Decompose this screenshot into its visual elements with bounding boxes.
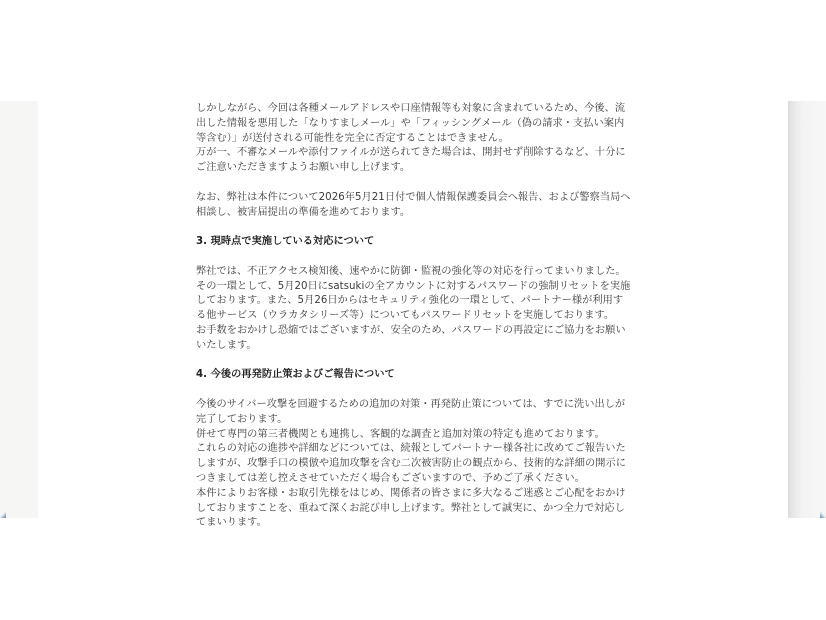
paragraph: 弊社では、不正アクセス検知後、速やかに防御・監視の強化等の対応を行ってまいりました。 — [196, 265, 626, 277]
right-corner-accent — [820, 512, 826, 518]
paragraph: しかしながら、今回は各種メールアドレスや口座情報等も対象に含まれているため、今後、流出した情報を悪用した「なりすましメール」や「フィッシングメール（偽の請求・支払い案内等含む）」が送付される可能性を完全に否定することはできません。 — [196, 103, 626, 144]
paragraph: お手数をおかけし恐縮ではございますが、安全のため、パスワードの再設定にご協力をお願いいたします。 — [196, 324, 626, 351]
section-heading-4: 4. 今後の再発防止策およびご報告について — [196, 369, 395, 381]
paragraph: 今後のサイバー攻撃を回避するための追加の対策・再発防止策については、すでに洗い出しが完了しております。 — [196, 398, 626, 425]
left-margin — [0, 101, 38, 518]
paragraph: これらの対応の進捗や詳細などについては、続報としてパートナー様各社に改めてご報告いたしますが、攻撃手口の模倣や追加攻撃を含む二次被害防止の観点から、技術的な詳細の開示につきましては差し控えさせていただく場合もございますので、予めご了承ください。 — [196, 443, 626, 484]
left-corner-accent — [0, 512, 6, 518]
paragraph: 併せて専門の第三者機関とも連携し、客観的な調査と追加対策の特定も進めております。 — [196, 428, 605, 440]
document-body — [196, 102, 632, 531]
right-margin — [788, 101, 826, 518]
paragraph: その一環として、5月20日にsatsukiの全アカウントに対するパスワードの強制リセットを実施しております。また、5月26日からはセキュリティ強化の一環として、パートナー様が利用する他サービス（ウラカタシリーズ等）についてもパスワードリセットを実施しております。 — [196, 280, 631, 322]
paragraph: なお、弊社は本件について2026年5月21日付で個人情報保護委員会へ報告、および警察当局へ相談し、被害届提出の準備を進めております。 — [196, 191, 631, 218]
document-viewport[interactable] — [0, 101, 826, 529]
section-heading-3: 3. 現時点で実施している対応について — [196, 236, 375, 248]
document-page — [38, 101, 788, 529]
paragraph: 万が一、不審なメールや添付ファイルが送られてきた場合は、開封せず削除するなど、十分にご注意いただきますようお願い申し上げます。 — [196, 147, 626, 174]
paragraph: 本件によりお客様・お取引先様をはじめ、関係者の皆さまに多大なるご迷惑とご心配をおかけしておりますことを、重ねて深くお詫び申し上げます。弊社として誠実に、かつ全力で対応してまいります。 — [196, 487, 626, 529]
